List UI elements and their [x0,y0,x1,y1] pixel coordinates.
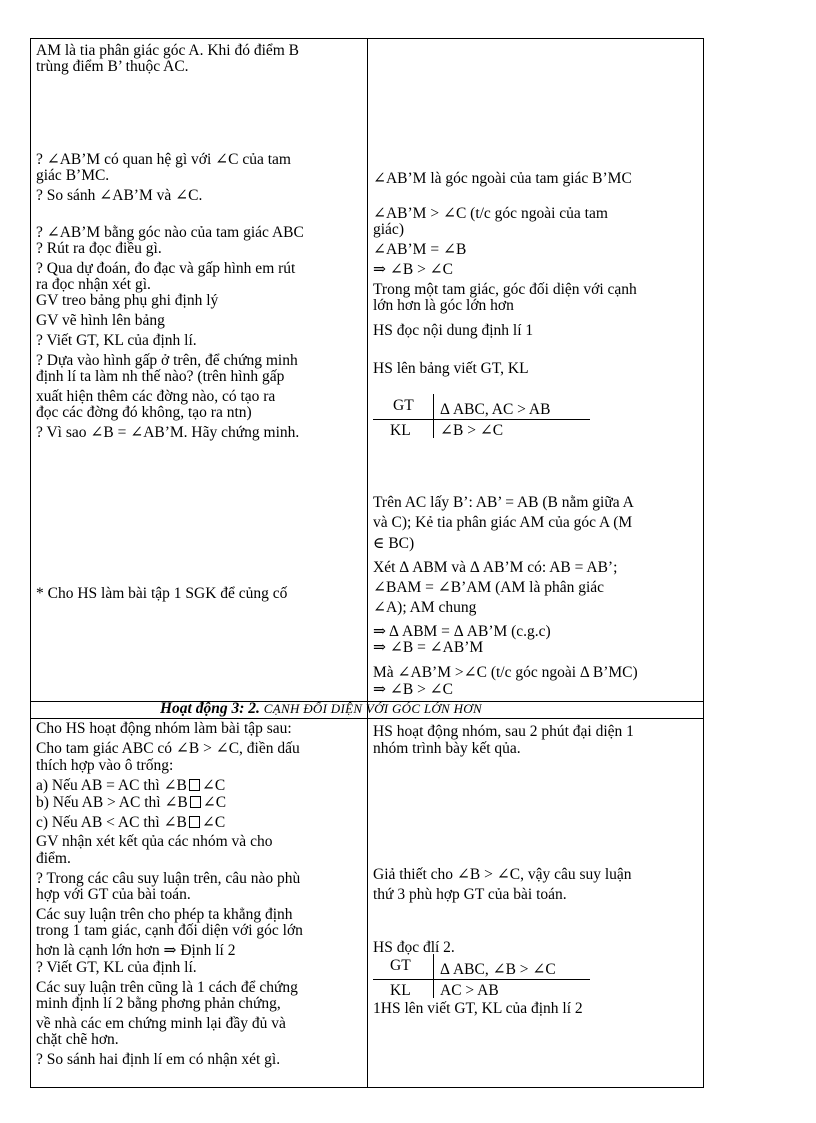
gt-label: GT [390,957,411,974]
gt-value: Δ ABC, ∠B > ∠C [440,961,556,978]
proof-line: Trên AC lấy B’: AB’ = AB (B nằm giữa A [373,494,634,511]
exercise-text: b) Nếu AB > AC thì ∠B [36,794,188,811]
text-line: Các suy luận trên cũng là 1 cách để chứng [36,979,298,996]
answer-line: Giả thiết cho ∠B > ∠C, vậy câu suy luận [373,866,632,883]
gt-label: GT [393,397,414,414]
answer-box[interactable] [190,796,201,808]
gt-divider [433,954,434,998]
question-line: ? Viết GT, KL của định lí. [36,332,197,349]
question-line: ? Rút ra đọc điều gì. [36,240,162,257]
exercise-line: * Cho HS làm bài tập 1 SGK để củng cố [36,585,288,602]
answer-box[interactable] [189,779,200,791]
exercise-item [36,815,225,831]
text-line: Các suy luận trên cho phép ta khẳng định [36,906,293,923]
text-line: trong 1 tam giác, cạnh đối diện với góc lớn [36,922,303,939]
gt-separator [373,419,590,420]
question-line: ? ∠AB’M bằng góc nào của tam giác ABC [36,224,304,241]
question-line: ? Viết GT, KL của định lí. [36,959,197,976]
angle-c: ∠C [201,777,226,794]
text-line: GV vẽ hình lên bảng [36,312,165,329]
gt-divider [433,394,434,438]
question-line: ? Dựa vào hình gấp ở trên, để chứng minh [36,352,298,369]
answer-line: thứ 3 phù hợp GT của bài toán. [373,886,567,903]
kl-value: AC > AB [440,982,499,999]
activity-header [160,701,482,717]
column-divider [367,39,368,1087]
answer-line: giác) [373,221,404,238]
answer-line: HS đọc nội dung định lí 1 [373,322,534,339]
exercise-text: c) Nếu AB < AC thì ∠B [36,814,187,831]
row-divider-bottom [31,718,703,719]
proof-line: ∠BAM = ∠B’AM (AM là phân giác [373,579,605,596]
answer-line: nhóm trình bày kết qủa. [373,740,521,757]
answer-line: ⇒ ∠B > ∠C [373,261,454,278]
question-line: ra đọc nhận xét gì. [36,276,151,293]
exercise-text: a) Nếu AB = AC thì ∠B [36,777,187,794]
proof-line: Xét Δ ABM và Δ AB’M có: AB = AB’; [373,559,618,576]
angle-c: ∠C [201,814,226,831]
text-line: chặt chẽ hơn. [36,1031,119,1048]
text-line: GV treo bảng phụ ghi định lý [36,292,219,309]
activity-title: Hoạt động 3: 2. [160,701,260,717]
answer-box[interactable] [189,816,200,828]
question-line: định lí ta làm nh thế nào? (trên hình gấp [36,368,285,385]
text-line: về nhà các em chứng minh lại đầy đủ và [36,1015,286,1032]
text-line: minh định lí 2 bằng phơng phản chứng, [36,995,281,1012]
text-line: Cho HS hoạt động nhóm làm bài tập sau: [36,720,292,737]
text-line: thích hợp vào ô trống: [36,757,174,774]
proof-line: ⇒ ∠B = ∠AB’M [373,639,484,656]
question-line: xuất hiện thêm các đờng nào, có tạo ra [36,388,276,405]
proof-line: và C); Kẻ tia phân giác AM của góc A (M [373,514,633,531]
kl-label: KL [390,422,411,439]
kl-value: ∠B > ∠C [440,422,504,439]
text-line: AM là tia phân giác góc A. Khi đó điểm B [36,42,300,59]
text-line: hơn là cạnh lớn hơn ⇒ Định lí 2 [36,942,236,959]
gt-value: Δ ABC, AC > AB [440,401,551,418]
question-line: hợp với GT của bài toán. [36,886,191,903]
question-line: đọc các đờng đó không, tạo ra ntn) [36,404,252,421]
answer-line: HS lên bảng viết GT, KL [373,360,529,377]
answer-line: HS đọc đlí 2. [373,939,455,956]
text-line: Cho tam giác ABC có ∠B > ∠C, điền dấu [36,740,300,757]
proof-line: Mà ∠AB’M >∠C (t/c góc ngoài Δ B’MC) [373,664,638,681]
text-line: điểm. [36,850,71,867]
answer-line: ∠AB’M là góc ngoài của tam giác B’MC [373,170,632,187]
proof-line: ∠A); AM chung [373,599,477,616]
text-line: GV nhận xét kết qủa các nhóm và cho [36,833,273,850]
exercise-item [36,795,226,811]
proof-line: ⇒ Δ ABM = Δ AB’M (c.g.c) [373,623,551,640]
question-line: ? Trong các câu suy luận trên, câu nào phù [36,870,301,887]
text-line: trùng điểm B’ thuộc AC. [36,58,189,75]
answer-line: HS hoạt động nhóm, sau 2 phút đại diện 1 [373,723,634,740]
question-line: giác B’MC. [36,167,110,184]
answer-line: ∠AB’M = ∠B [373,241,467,258]
question-line: ? Qua dự đoán, đo đạc và gấp hình em rút [36,260,296,277]
kl-label: KL [390,982,411,999]
answer-line: 1HS lên viết GT, KL của định lí 2 [373,1000,583,1017]
answer-line: ∠AB’M > ∠C (t/c góc ngoài của tam [373,205,608,222]
activity-subtitle: CẠNH ĐỐI DIỆN VỚI GÓC LỚN HƠN [263,701,482,716]
question-line: ? Vì sao ∠B = ∠AB’M. Hãy chứng minh. [36,424,300,441]
angle-c: ∠C [202,794,227,811]
proof-line: ∈ BC) [373,535,415,552]
question-line: ? So sánh ∠AB’M và ∠C. [36,187,203,204]
gt-separator [373,979,590,980]
answer-line: lớn hơn là góc lớn hơn [373,297,514,314]
question-line: ? So sánh hai định lí em có nhận xét gì. [36,1051,281,1068]
answer-line: Trong một tam giác, góc đối diện với cạnh [373,281,637,298]
question-line: ? ∠AB’M có quan hệ gì với ∠C của tam [36,151,291,168]
proof-line: ⇒ ∠B > ∠C [373,682,454,698]
exercise-item [36,778,225,794]
